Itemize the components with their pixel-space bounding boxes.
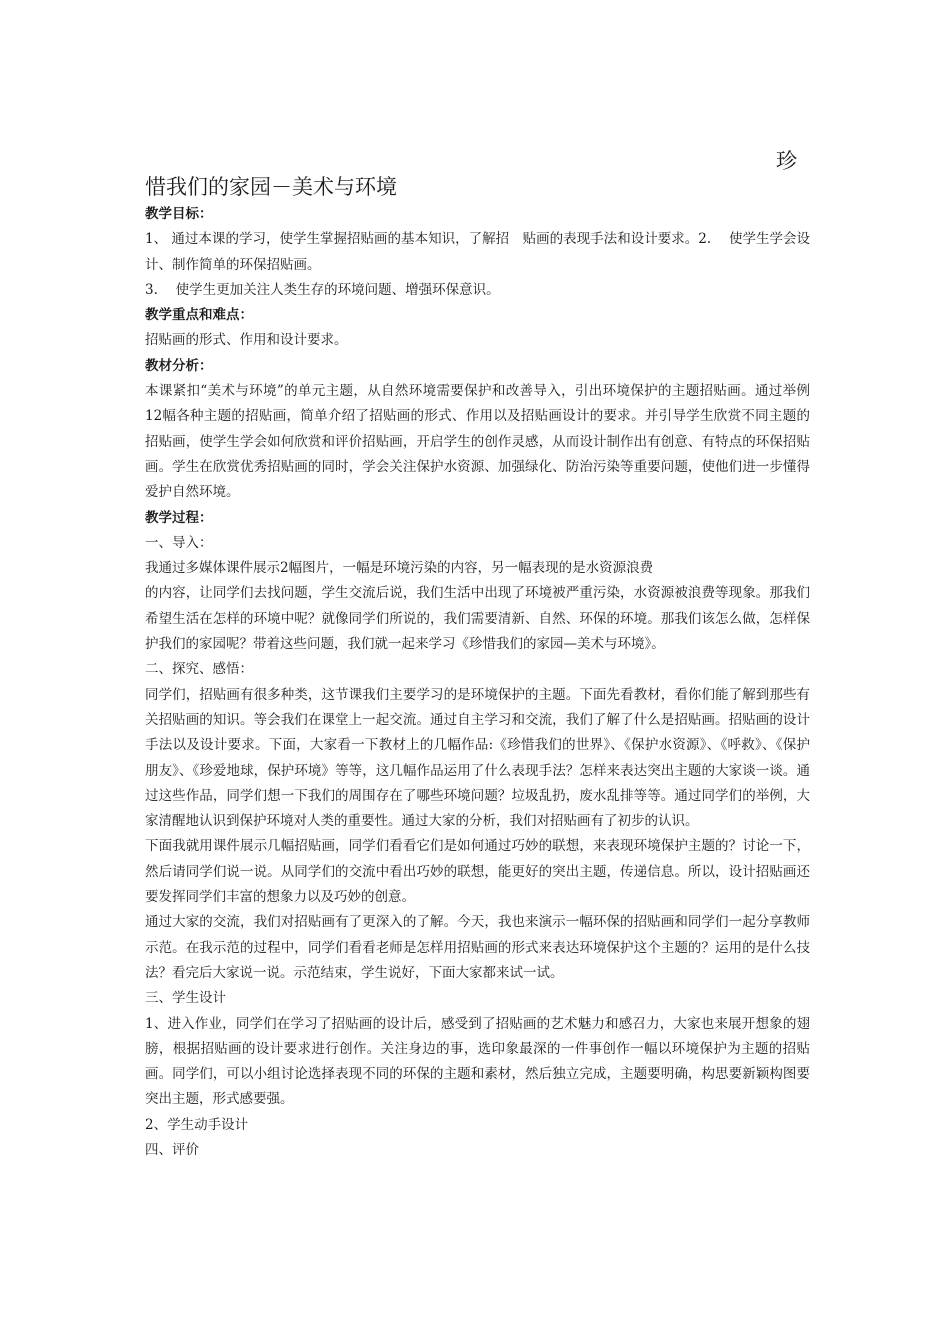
step1-text: 的内容，让同学们去找问题，学生交流后说，我们生活中出现了环境被严重污染，水资源被浪费等现象。那我们希望生活在怎样的环境中呢？就像同学们所说的，我们需要清新、自然、环保的环境。那我们该怎么做，怎样保护我们的家园呢？带着这些问题，我们就一起来学习《珍惜我们的家园—美术与环境》。 — [145, 585, 810, 653]
step3-text-2: 2、学生动手设计 — [145, 1116, 249, 1133]
title-first-char: 珍 — [776, 149, 797, 173]
step1-text-line-1: 我通过多媒体课件展示2幅图片，一幅是环境污染的内容，另一幅表现的是水资源浪费 — [145, 560, 654, 577]
goals-heading: 教学目标： — [145, 206, 213, 222]
document-body — [145, 202, 810, 1163]
step2-text-c: 通过大家的交流，我们对招贴画有了更深入的了解。今天，我也来演示一幅环保的招贴画和同学们一起分享教师示范。在我示范的过程中，同学们看看老师是怎样用招贴画的形式来表达环境保护这个主题的？运用的是什么技法？看完后大家说一说。示范结束，学生说好，下面大家都来试一试。 — [145, 914, 810, 981]
analysis-text: 本课紧扣“美术与环境”的单元主题，从自然环境需要保护和改善导入，引出环境保护的主题招贴画。通过举例12幅各种主题的招贴画，简单介绍了招贴画的形式、作用以及招贴画设计的要求。并引导学生欣赏不同主题的招贴画，使学生学会如何欣赏和评价招贴画，开启学生的创作灵感，从而设计制作出有创意、有特点的环保招贴画。学生在欣赏优秀招贴画的同时，学会关注保护水资源、加强绿化、防治污染等重要问题，使他们进一步懂得爱护自然环境。 — [145, 383, 810, 501]
step4-heading: 四、评价 — [145, 1141, 199, 1158]
step3-heading: 三、学生设计 — [145, 990, 226, 1007]
step1-heading: 一、导入： — [145, 534, 213, 551]
document-title: 惜我们的家园－美术与环境 — [145, 175, 397, 199]
step2-heading: 二、探究、感悟： — [145, 661, 253, 678]
analysis-heading: 教材分析： — [145, 357, 213, 374]
step2-text-b: 下面我就用课件展示几幅招贴画，同学们看看它们是如何通过巧妙的联想，来表现环境保护主题的？讨论一下，然后请同学们说一说。从同学们的交流中看出巧妙的联想，能更好的突出主题，传递信息。所以，设计招贴画还要发挥同学们丰富的想象力以及巧妙的创意。 — [145, 838, 810, 906]
goals-paragraph-1: 1、 通过本课的学习，使学生掌握招贴画的基本知识，了解招 贴画的表现手法和设计要求。2. 使学生学会设计、制作简单的环保招贴画。 — [145, 231, 810, 273]
step2-text-a: 同学们，招贴画有很多种类，这节课我们主要学习的是环境保护的主题。下面先看教材，看你们能了解到那些有关招贴画的知识。等会我们在课堂上一起交流。通过自主学习和交流，我们了解了什么是招贴画。招贴画的设计手法以及设计要求。下面，大家看一下教材上的几幅作品:《珍惜我们的世界》、《保护水资源》、《呼救》、《保护朋友》、《珍爱地球，保护环境》等等，这几幅作品运用了什么表现手法？怎样来表达突出主题的大家谈一谈。通过这些作品，同学们想一下我们的周围存在了哪些环境问题？垃圾乱扔，废水乱排等等。通过同学们的举例，大家清醒地认识到保护环境对人类的重要性。通过大家的分析，我们对招贴画有了初步的认识。 — [145, 686, 810, 830]
goals-paragraph-3: 3. 使学生更加关注人类生存的环境问题、增强环保意识。 — [145, 281, 500, 298]
step3-text-1: 1、进入作业，同学们在学习了招贴画的设计后，感受到了招贴画的艺术魅力和感召力，大家也来展开想象的翅膀，根据招贴画的设计要求进行创作。关注身边的事，选印象最深的一件事创作一幅以环境保护为主题的招贴画。同学们，可以小组讨论选择表现不同的环保的主题和素材，然后独立完成，主题要明确，构思要新颖构图要突出主题，形式感要强。 — [145, 1015, 810, 1108]
process-heading: 教学过程： — [145, 509, 213, 526]
key-points-text: 招贴画的形式、作用和设计要求。 — [145, 332, 348, 349]
key-points-heading: 教学重点和难点： — [145, 307, 253, 324]
